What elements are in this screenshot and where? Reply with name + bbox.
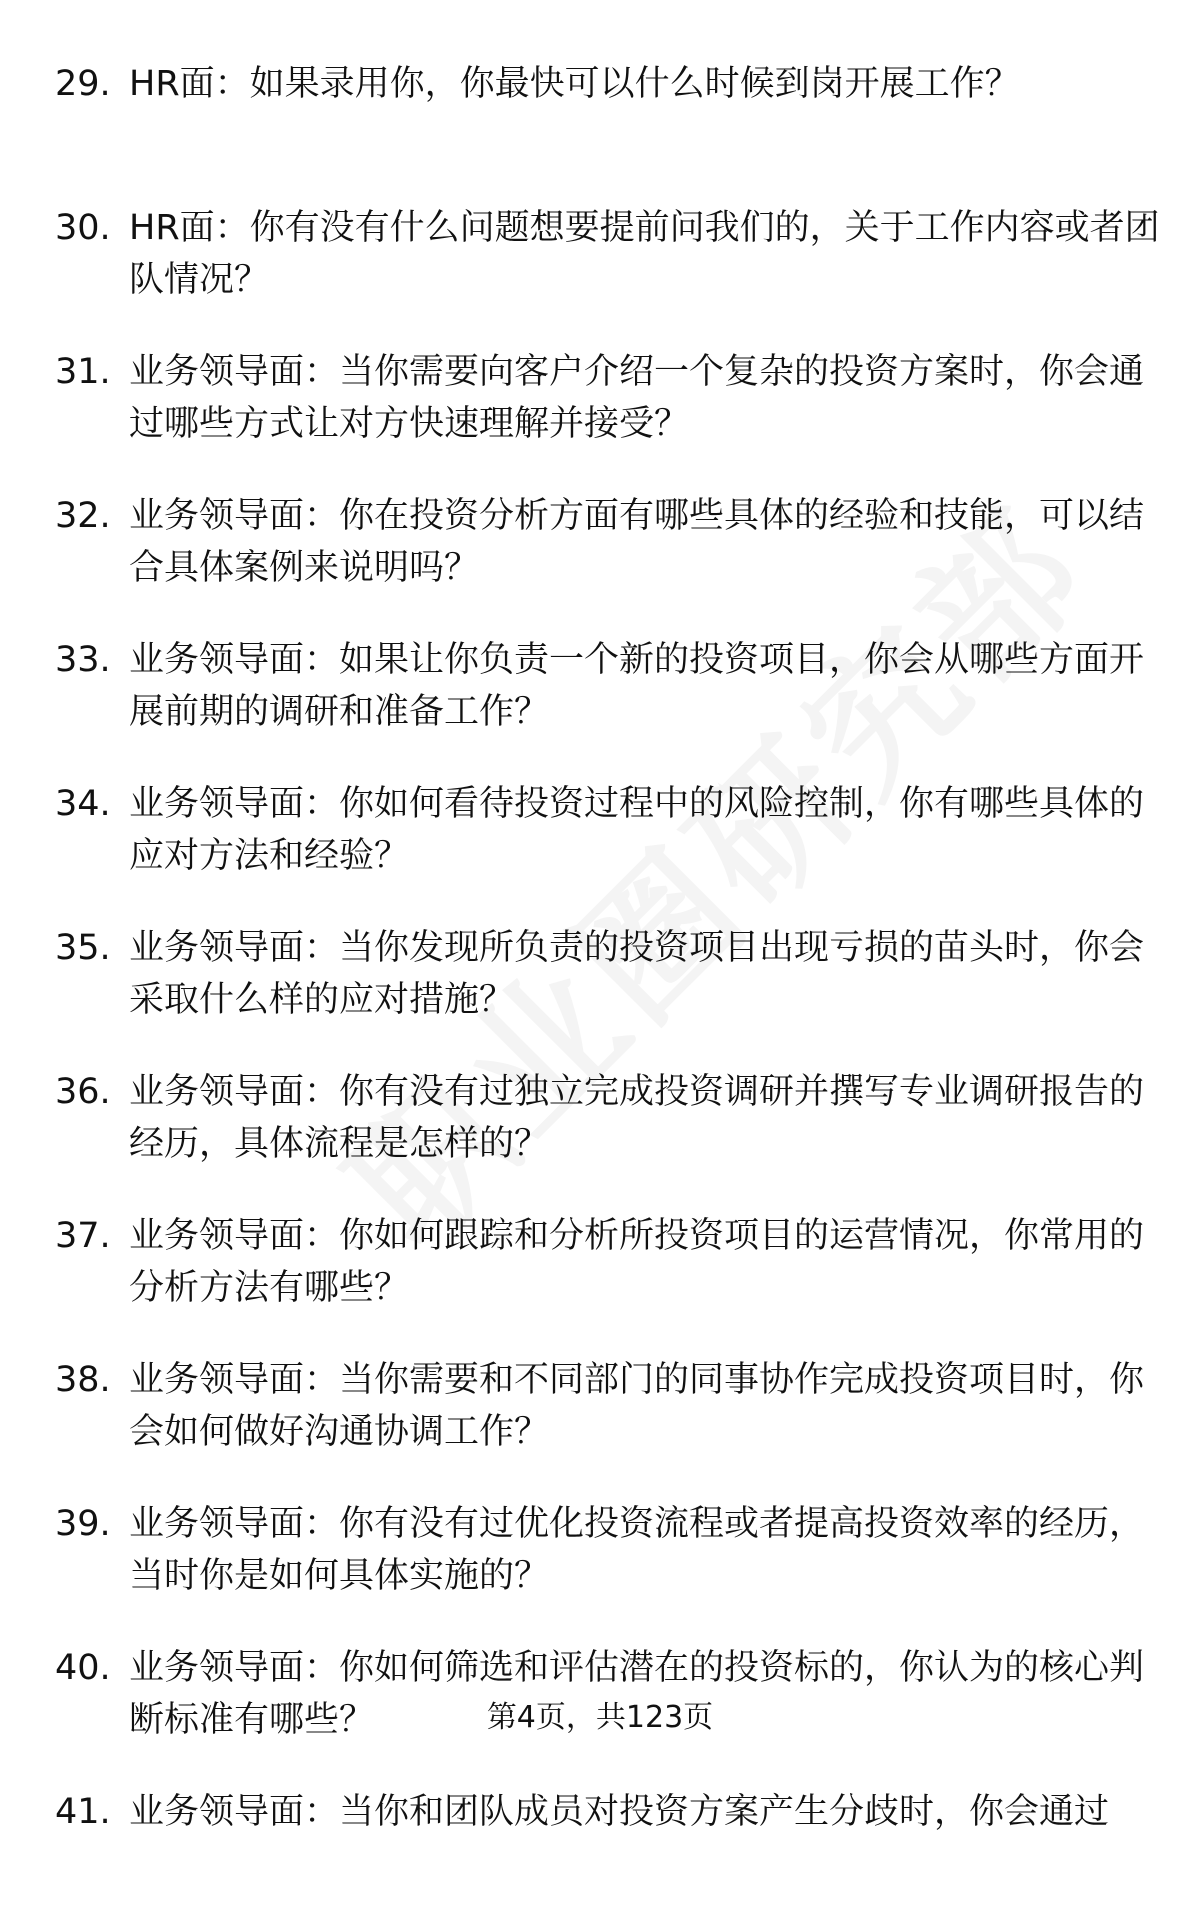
question-text: HR面：你有没有什么问题想要提前问我们的，关于工作内容或者团队情况？ <box>129 208 1160 300</box>
question-number: 37. <box>55 1216 111 1256</box>
question-item-32 <box>55 490 1165 634</box>
question-item-35 <box>55 922 1165 1066</box>
question-number: 32. <box>55 496 111 536</box>
question-item-36 <box>55 1066 1165 1210</box>
question-item-33 <box>55 634 1165 778</box>
question-item-39 <box>55 1498 1165 1642</box>
question-list <box>55 58 1165 1930</box>
question-number: 35. <box>55 928 111 968</box>
question-item-29 <box>55 58 1165 202</box>
question-text: 业务领导面：你如何筛选和评估潜在的投资标的，你认为的核心判断标准有哪些？ <box>129 1648 1145 1740</box>
question-number: 34. <box>55 784 111 824</box>
question-text: 业务领导面：你在投资分析方面有哪些具体的经验和技能，可以结合具体案例来说明吗？ <box>129 496 1145 588</box>
question-item-31 <box>55 346 1165 490</box>
question-number: 39. <box>55 1504 111 1544</box>
question-item-30 <box>55 202 1165 346</box>
question-text: 业务领导面：当你需要和不同部门的同事协作完成投资项目时，你会如何做好沟通协调工作？ <box>129 1360 1145 1452</box>
question-item-34 <box>55 778 1165 922</box>
question-number: 30. <box>55 208 111 248</box>
question-number: 40. <box>55 1648 111 1688</box>
question-text: 业务领导面：你如何看待投资过程中的风险控制，你有哪些具体的应对方法和经验？ <box>129 784 1145 876</box>
question-text: 业务领导面：你如何跟踪和分析所投资项目的运营情况，你常用的分析方法有哪些？ <box>129 1216 1145 1308</box>
question-text: 业务领导面：你有没有过独立完成投资调研并撰写专业调研报告的经历，具体流程是怎样的？ <box>129 1072 1145 1164</box>
question-text: 业务领导面：当你需要向客户介绍一个复杂的投资方案时，你会通过哪些方式让对方快速理解并接受？ <box>129 352 1145 444</box>
question-number: 33. <box>55 640 111 680</box>
question-number: 38. <box>55 1360 111 1400</box>
question-number: 31. <box>55 352 111 392</box>
question-item-37 <box>55 1210 1165 1354</box>
question-text: 业务领导面：当你发现所负责的投资项目出现亏损的苗头时，你会采取什么样的应对措施？ <box>129 928 1145 1020</box>
question-text: HR面：如果录用你，你最快可以什么时候到岗开展工作？ <box>129 64 1020 104</box>
question-number: 29. <box>55 64 111 104</box>
question-text: 业务领导面：当你和团队成员对投资方案产生分歧时，你会通过 <box>129 1792 1110 1832</box>
question-item-41 <box>55 1786 1165 1930</box>
question-number: 41. <box>55 1792 111 1832</box>
question-item-38 <box>55 1354 1165 1498</box>
page-footer: 第4页，共123页 <box>486 1700 714 1735</box>
question-text: 业务领导面：你有没有过优化投资流程或者提高投资效率的经历，当时你是如何具体实施的？ <box>129 1504 1145 1596</box>
question-number: 36. <box>55 1072 111 1112</box>
question-text: 业务领导面：如果让你负责一个新的投资项目，你会从哪些方面开展前期的调研和准备工作？ <box>129 640 1145 732</box>
